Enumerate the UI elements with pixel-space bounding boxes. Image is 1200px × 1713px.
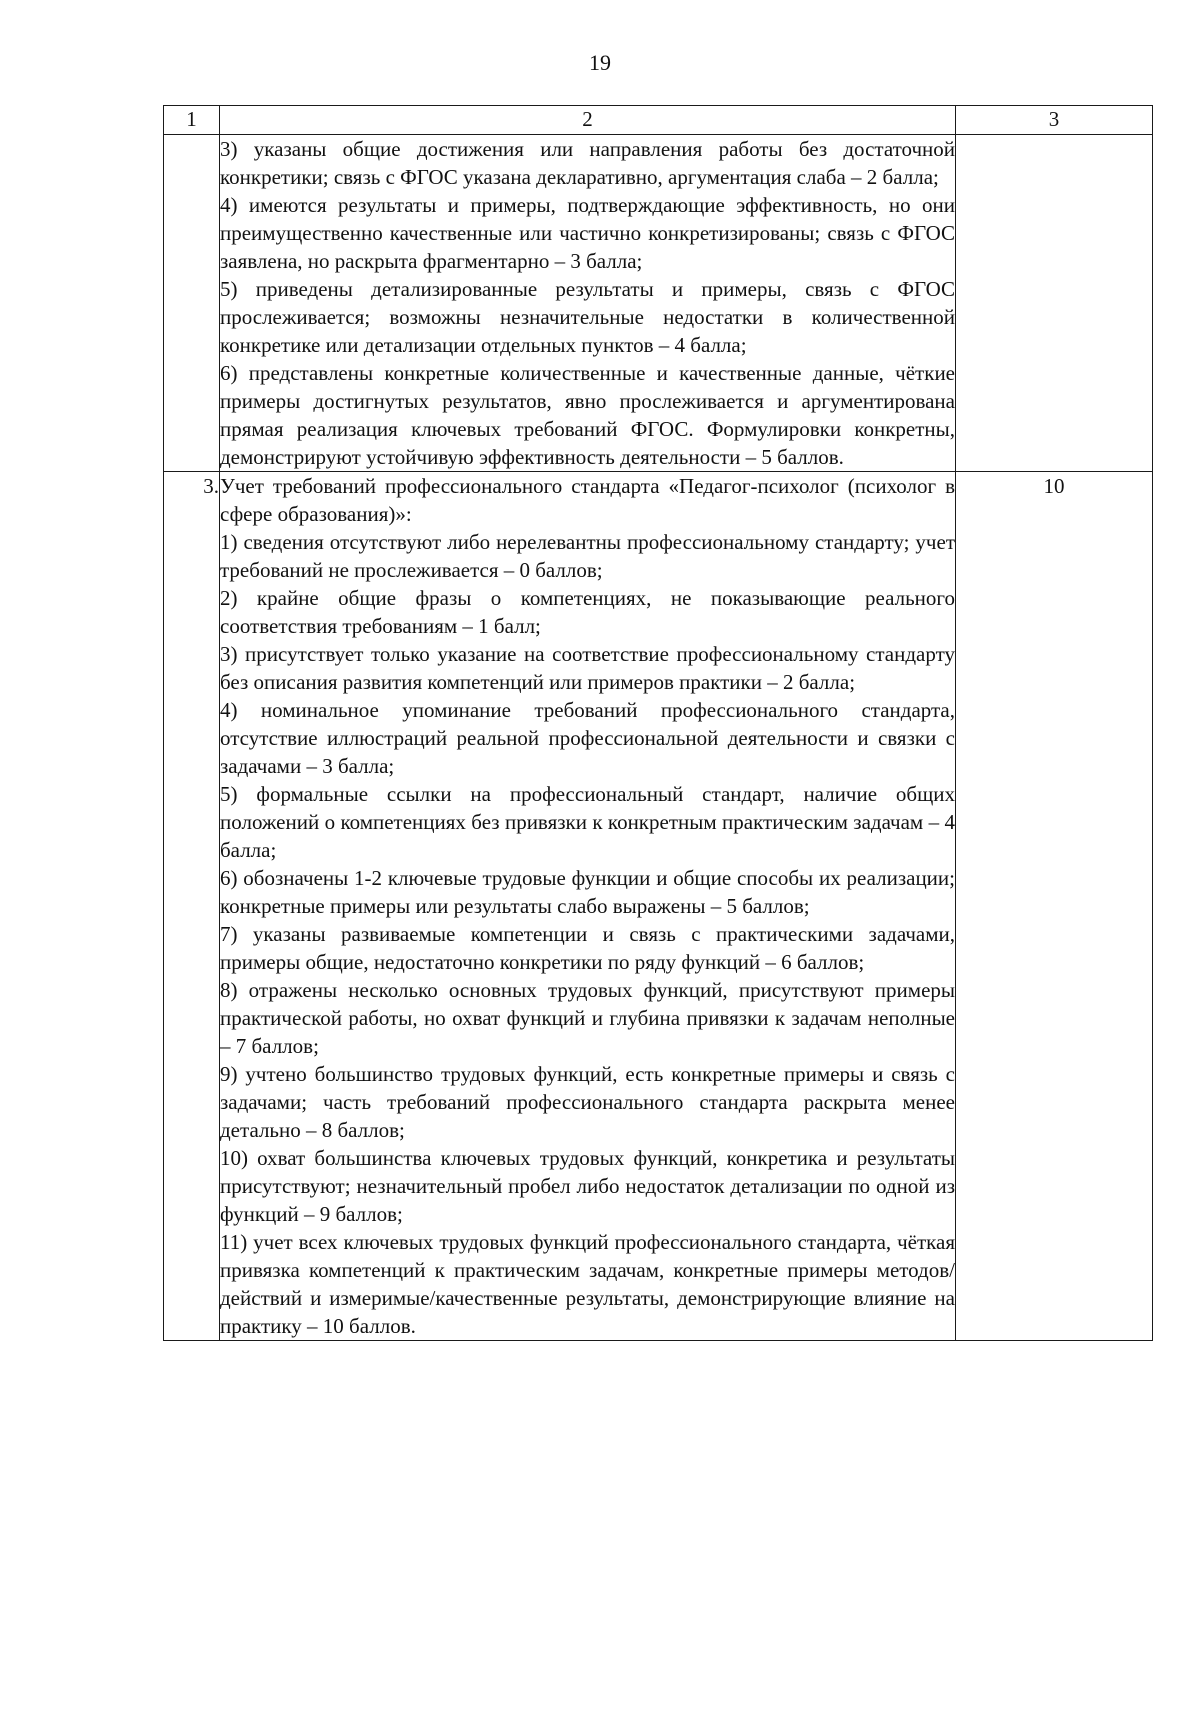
criterion-item: 3) указаны общие достижения или направления работы без достаточной конкретики; связь с ФГОС указана декларативно, аргументация слаба – 2 балла; <box>220 137 955 189</box>
criteria-table <box>163 105 1153 1341</box>
table-row <box>164 135 1153 472</box>
table-row <box>164 472 1153 1341</box>
criterion-item: 7) указаны развиваемые компетенции и связь с практическими задачами, примеры общие, недостаточно конкретики по ряду функций – 6 баллов; <box>220 922 955 974</box>
criterion-item: 4) номинальное упоминание требований профессионального стандарта, отсутствие иллюстраций реальной профессиональной деятельности и связки с задачами – 3 балла; <box>220 698 955 778</box>
criterion-title: Учет требований профессионального стандарта «Педагог-психолог (психолог в сфере образования)»: <box>220 474 955 526</box>
page-number: 19 <box>589 50 611 75</box>
criterion-item: 6) представлены конкретные количественные и качественные данные, чёткие примеры достигнутых результатов, явно прослеживается и аргументирована прямая реализация ключевых требований ФГОС. Формулировки конкретны, демонстрируют устойчивую эффективность деятельности – 5 баллов. <box>220 361 955 469</box>
column-header-number: 1 <box>164 106 220 135</box>
table-header-row <box>164 106 1153 135</box>
criterion-item: 4) имеются результаты и примеры, подтверждающие эффективность, но они преимущественно качественные или частично конкретизированы; связь с ФГОС заявлена, но раскрыта фрагментарно – 3 балла; <box>220 193 955 273</box>
criterion-item: 9) учтено большинство трудовых функций, есть конкретные примеры и связь с задачами; часть требований профессионального стандарта раскрыта менее детально – 8 баллов; <box>220 1062 955 1142</box>
column-header-criterion: 2 <box>220 106 956 135</box>
criterion-item: 8) отражены несколько основных трудовых функций, присутствуют примеры практической работы, но охват функций и глубина привязки к задачам неполные – 7 баллов; <box>220 978 955 1058</box>
criterion-cell <box>220 135 956 472</box>
criterion-item: 5) формальные ссылки на профессиональный стандарт, наличие общих положений о компетенциях без привязки к конкретным практическим задачам – 4 балла; <box>220 782 955 862</box>
row-number: 3. <box>164 472 220 1341</box>
criterion-item: 2) крайне общие фразы о компетенциях, не показывающие реального соответствия требованиям – 1 балл; <box>220 586 955 638</box>
criterion-item: 10) охват большинства ключевых трудовых функций, конкретика и результаты присутствуют; незначительный пробел либо недостаток детализации по одной из функций – 9 баллов; <box>220 1146 955 1226</box>
criterion-item: 3) присутствует только указание на соответствие профессиональному стандарту без описания развития компетенций или примеров практики – 2 балла; <box>220 642 955 694</box>
criterion-item: 1) сведения отсутствуют либо нерелевантны профессиональному стандарту; учет требований не прослеживается – 0 баллов; <box>220 530 955 582</box>
max-score: 10 <box>956 472 1153 1341</box>
column-header-score: 3 <box>956 106 1153 135</box>
criterion-item: 11) учет всех ключевых трудовых функций профессионального стандарта, чёткая привязка компетенций к практическим задачам, конкретные примеры методов/действий и измеримые/качественные результаты, демонстрирующие влияние на практику – 10 баллов. <box>220 1230 955 1338</box>
criterion-item: 6) обозначены 1-2 ключевые трудовые функции и общие способы их реализации; конкретные примеры или результаты слабо выражены – 5 баллов; <box>220 866 955 918</box>
criterion-item: 5) приведены детализированные результаты и примеры, связь с ФГОС прослеживается; возможны незначительные недостатки в количественной конкретике или детализации отдельных пунктов – 4 балла; <box>220 277 955 357</box>
row-number <box>164 135 220 472</box>
criterion-cell <box>220 472 956 1341</box>
max-score <box>956 135 1153 472</box>
